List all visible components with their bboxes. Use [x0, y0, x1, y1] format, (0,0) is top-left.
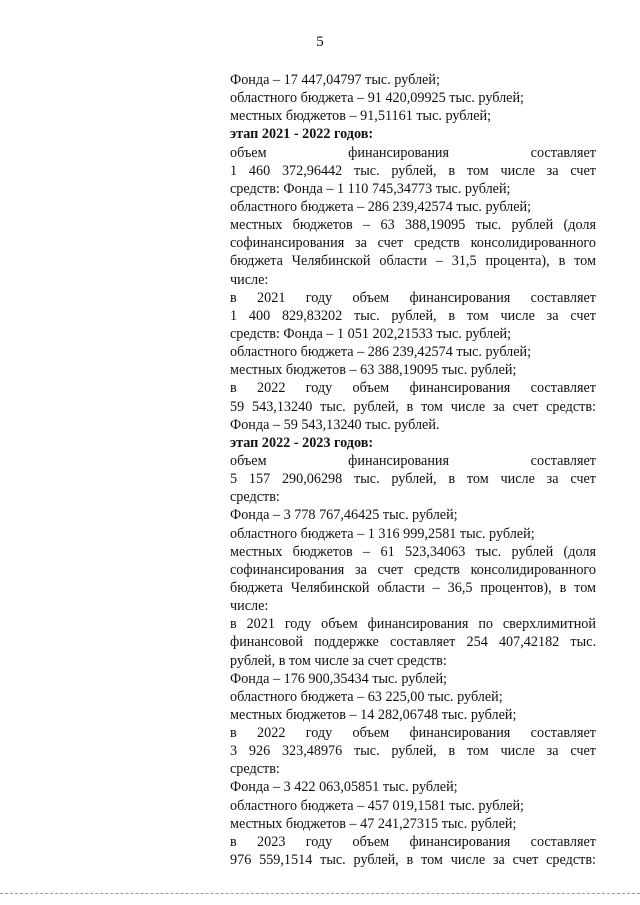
- text-line: областного бюджета – 457 019,1581 тыс. рублей;: [230, 797, 525, 814]
- text-line: местных бюджетов – 91,51161 тыс. рублей;: [230, 108, 492, 125]
- text-line: областного бюджета – 286 239,42574 тыс. рублей;: [230, 198, 532, 215]
- text-line: бюджета Челябинской области – 31,5 процента), в том: [230, 253, 596, 270]
- stage-heading: этап 2022 - 2023 годов:: [230, 434, 374, 451]
- text-line: бюджета Челябинской области – 36,5 процентов), в том: [230, 579, 596, 596]
- text-line: объем финансирования составляет: [230, 452, 596, 469]
- text-line: средств: Фонда – 1 051 202,21533 тыс. рублей;: [230, 325, 512, 342]
- text-line: объем финансирования составляет: [230, 144, 596, 161]
- text-line: Фонда – 3 778 767,46425 тыс. рублей;: [230, 507, 458, 524]
- text-line: рублей, в том числе за счет средств:: [230, 652, 447, 669]
- text-line: софинансирования за счет средств консолидированного: [230, 561, 596, 578]
- text-line: местных бюджетов – 47 241,27315 тыс. рублей;: [230, 815, 517, 832]
- text-line: местных бюджетов – 63 388,19095 тыс. рублей (доля: [230, 217, 596, 234]
- text-line: 1 460 372,96442 тыс. рублей, в том числе за счет: [230, 162, 596, 179]
- text-line: Фонда – 59 543,13240 тыс. рублей.: [230, 416, 440, 433]
- text-line: числе:: [230, 271, 269, 288]
- text-line: местных бюджетов – 61 523,34063 тыс. рублей (доля: [230, 543, 596, 560]
- text-line: Фонда – 3 422 063,05851 тыс. рублей;: [230, 779, 458, 796]
- text-line: 1 400 829,83202 тыс. рублей, в том числе за счет: [230, 307, 596, 324]
- stage-heading: этап 2021 - 2022 годов:: [230, 126, 374, 143]
- text-line: в 2021 году объем финансирования составляет: [230, 289, 596, 306]
- text-line: 5 157 290,06298 тыс. рублей, в том числе за счет: [230, 471, 596, 488]
- text-line: местных бюджетов – 63 388,19095 тыс. рублей;: [230, 362, 517, 379]
- footer-divider: [0, 893, 640, 894]
- text-line: средств: Фонда – 1 110 745,34773 тыс. рублей;: [230, 180, 511, 197]
- text-line: софинансирования за счет средств консолидированного: [230, 235, 596, 252]
- text-line: Фонда – 176 900,35434 тыс. рублей;: [230, 670, 447, 687]
- document-body: [230, 71, 596, 869]
- text-line: в 2023 году объем финансирования составляет: [230, 833, 596, 850]
- page-number: 5: [316, 34, 324, 50]
- text-line: областного бюджета – 1 316 999,2581 тыс. рублей;: [230, 525, 535, 542]
- text-line: в 2021 году объем финансирования по сверхлимитной: [230, 616, 596, 633]
- text-line: 3 926 323,48976 тыс. рублей, в том числе за счет: [230, 743, 596, 760]
- text-line: 976 559,1514 тыс. рублей, в том числе за счет средств:: [230, 852, 596, 869]
- text-line: областного бюджета – 286 239,42574 тыс. рублей;: [230, 344, 532, 361]
- text-line: в 2022 году объем финансирования составляет: [230, 725, 596, 742]
- text-line: 59 543,13240 тыс. рублей, в том числе за счет средств:: [230, 398, 596, 415]
- text-line: местных бюджетов – 14 282,06748 тыс. рублей;: [230, 706, 517, 723]
- text-line: в 2022 году объем финансирования составляет: [230, 380, 596, 397]
- text-line: средств:: [230, 489, 280, 506]
- text-line: числе:: [230, 598, 269, 615]
- text-line: областного бюджета – 63 225,00 тыс. рублей;: [230, 688, 503, 705]
- text-line: областного бюджета – 91 420,09925 тыс. рублей;: [230, 90, 525, 107]
- text-line: Фонда – 17 447,04797 тыс. рублей;: [230, 72, 440, 88]
- text-line: средств:: [230, 761, 280, 778]
- text-line: финансовой поддержке составляет 254 407,42182 тыс.: [230, 634, 596, 651]
